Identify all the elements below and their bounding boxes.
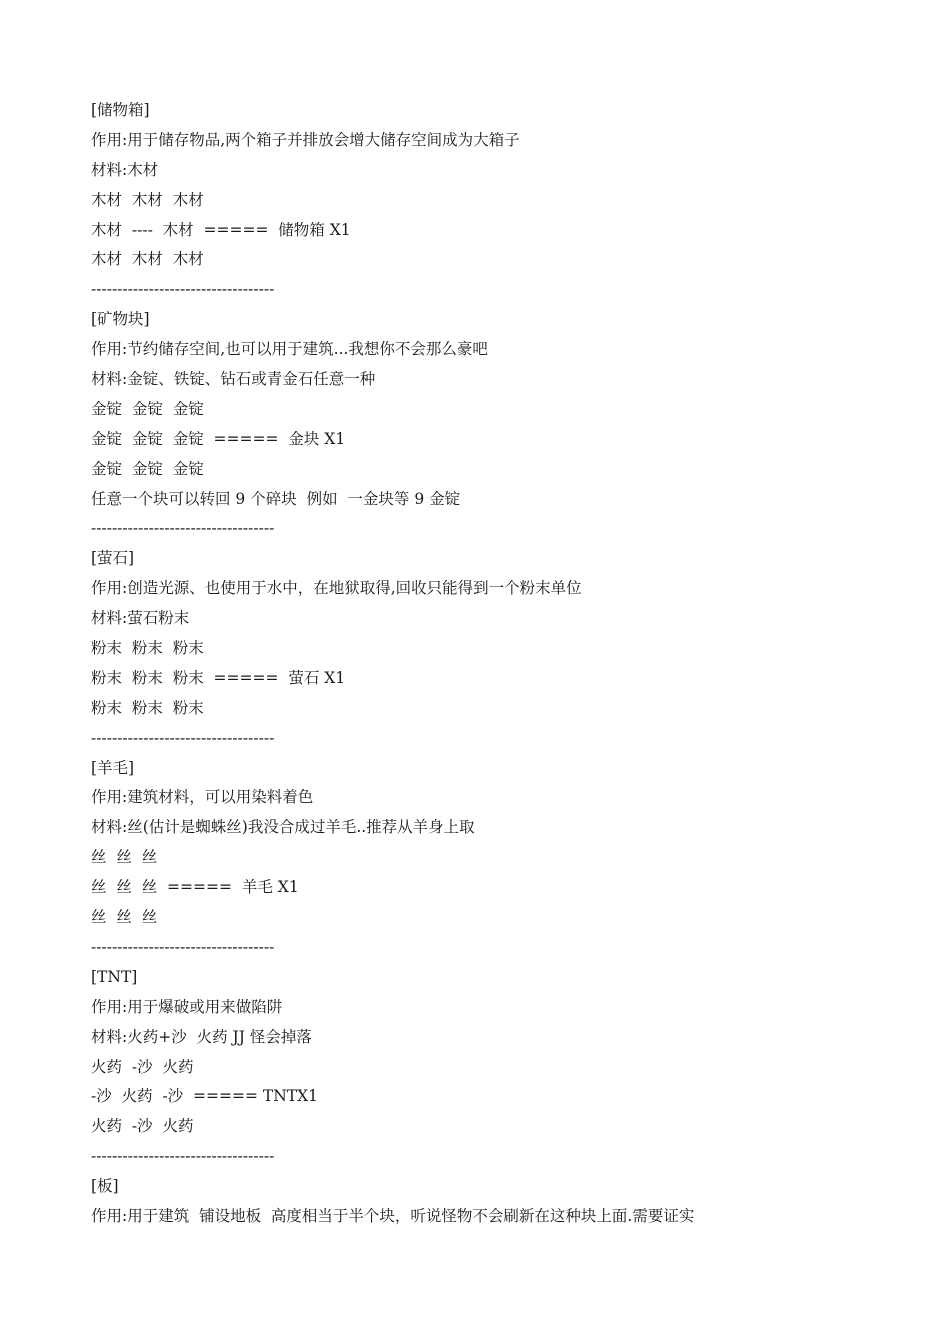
separator: -----------------------------------: [91, 937, 275, 956]
separator: -----------------------------------: [91, 728, 275, 747]
chest-recipe-row-3: 木材 木材 木材: [91, 250, 204, 269]
wool-recipe-row-2: 丝 丝 丝 ===== 羊毛 X1: [91, 878, 299, 897]
mineral-block-recipe-row-1: 金锭 金锭 金锭: [91, 399, 204, 418]
tnt-recipe-row-1: 火药 -沙 火药: [91, 1057, 194, 1076]
wool-usage: 作用:建筑材料，可以用染料着色: [91, 788, 314, 807]
tnt-recipe-row-2: -沙 火药 -沙 ===== TNTX1: [91, 1087, 319, 1106]
mineral-block-recipe-row-3: 金锭 金锭 金锭: [91, 459, 204, 478]
section-heading-mineral-block: [矿物块]: [91, 310, 150, 329]
wool-materials: 材料:丝(估计是蜘蛛丝)我没合成过羊毛..推荐从羊身上取: [91, 818, 475, 837]
tnt-usage: 作用:用于爆破或用来做陷阱: [91, 997, 283, 1016]
glowstone-recipe-row-2: 粉末 粉末 粉末 ===== 萤石 X1: [91, 668, 346, 687]
document-page: [91, 96, 911, 1232]
section-heading-tnt: [TNT]: [91, 967, 138, 986]
section-heading-glowstone: [萤石]: [91, 549, 135, 568]
chest-recipe-row-1: 木材 木材 木材: [91, 190, 204, 209]
section-heading-slab: [板]: [91, 1177, 119, 1196]
section-heading-chest: [储物箱]: [91, 101, 150, 119]
section-heading-wool: [羊毛]: [91, 758, 135, 777]
separator: -----------------------------------: [91, 280, 275, 299]
mineral-block-usage: 作用:节约储存空间,也可以用于建筑...我想你不会那么豪吧: [91, 340, 488, 359]
glowstone-materials: 材料:萤石粉末: [91, 609, 190, 628]
glowstone-recipe-row-1: 粉末 粉末 粉末: [91, 639, 204, 658]
glowstone-recipe-row-3: 粉末 粉末 粉末: [91, 698, 204, 717]
wool-recipe-row-3: 丝 丝 丝: [91, 908, 158, 927]
wool-recipe-row-1: 丝 丝 丝: [91, 848, 158, 867]
chest-recipe-row-2: 木材 ---- 木材 ===== 储物箱 X1: [91, 220, 351, 239]
separator: -----------------------------------: [91, 1147, 275, 1166]
mineral-block-materials: 材料:金锭、铁锭、钻石或青金石任意一种: [91, 370, 376, 389]
chest-usage: 作用:用于储存物品,两个箱子并排放会增大储存空间成为大箱子: [91, 130, 520, 149]
separator: -----------------------------------: [91, 519, 275, 538]
mineral-block-note: 任意一个块可以转回 9 个碎块 例如 一金块等 9 金锭: [91, 489, 461, 508]
mineral-block-recipe-row-2: 金锭 金锭 金锭 ===== 金块 X1: [91, 429, 346, 448]
glowstone-usage: 作用:创造光源、也使用于水中，在地狱取得,回收只能得到一个粉末单位: [91, 579, 582, 598]
tnt-recipe-row-3: 火药 -沙 火药: [91, 1117, 194, 1136]
chest-materials: 材料:木材: [91, 160, 159, 179]
slab-usage: 作用:用于建筑 铺设地板 高度相当于半个块，听说怪物不会刷新在这种块上面.需要证实: [91, 1206, 695, 1225]
tnt-materials: 材料:火药+沙 火药 JJ 怪会掉落: [91, 1027, 312, 1046]
